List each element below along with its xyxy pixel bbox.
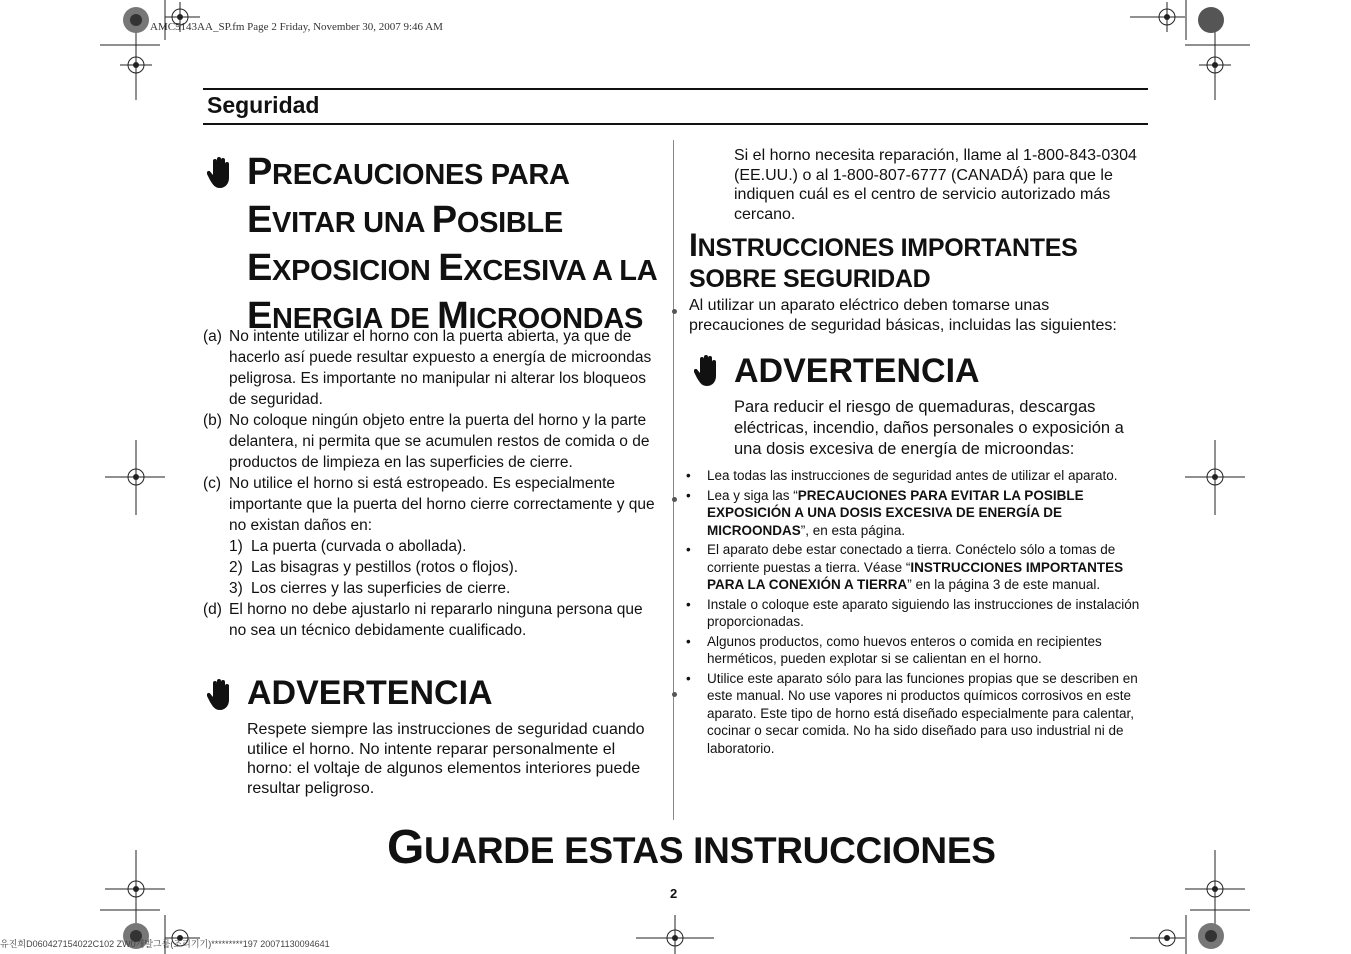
footer-code: 유진희D060427154022C102 ZW0개발그룹(조리기기)*********197 20071130094641 [0, 939, 330, 949]
header-rule-top [203, 88, 1148, 90]
list-text: No utilice el horno si está estropeado. Es especialmente importante que la puerta del horno cierre correctamente y que no existan daños en: [229, 475, 655, 534]
list-text: Instale o coloque este aparato siguiendo las instrucciones de instalación proporcionadas. [707, 596, 1140, 629]
title-rest: UARDE ESTAS INSTRUCCIONES [424, 830, 996, 871]
header-rule-bottom [203, 123, 1148, 125]
title-cap: M [437, 295, 469, 337]
precautions-list [203, 326, 663, 641]
list-text: Las bisagras y pestillos (rotos o flojos). [251, 559, 519, 576]
bullet: • [686, 633, 691, 649]
list-text: Utilice este aparato sólo para las funciones propias que se describen en este manual. No use vapores ni productos químicos corrosivos en este aparato. Este tipo de horno está diseñado especialmente para calentar, cocinar o secar comida. No ha sido diseñado para uso industrial ni de laboratorio. [707, 670, 1138, 756]
list-item [686, 467, 1146, 485]
warning-title-right: ADVERTENCIA [734, 352, 980, 390]
list-marker: 2) [229, 559, 243, 576]
section-title: Seguridad [207, 92, 320, 118]
title-rest: ICROONDAS [468, 303, 644, 335]
title-cap: E [247, 199, 273, 241]
precautions-title [247, 150, 667, 342]
list-text: El horno no debe ajustarlo ni repararlo ninguna persona que no sea un técnico debidamente cualificado. [229, 601, 643, 639]
list-text: Lea y siga las “ [707, 487, 798, 503]
file-header: AMC5143AA_SP.fm Page 2 Friday, November 30, 2007 9:46 AM [150, 21, 443, 33]
warning-text-right: Para reducir el riesgo de quemaduras, descargas eléctricas, incendio, daños personales o exposición a una dosis excesiva de energía de microondas: [734, 398, 1124, 458]
list-marker: 3) [229, 580, 243, 597]
save-instructions-title [387, 823, 996, 876]
list-text: No intente utilizar el horno con la puerta abierta, ya que de hacerlo así puede resultar expuesto a energía de microondas peligrosa. Es importante no manipular ni alterar los bloqueos de seguridad. [229, 328, 652, 408]
list-item [686, 670, 1146, 758]
safety-bullets [686, 467, 1146, 759]
sub-list-item [203, 557, 663, 578]
list-text-bold: PRECAUCIONES PARA EVITAR LA POSIBLE EXPOSICIÓN A UNA DOSIS EXCESIVA DE ENERGÍA DE MICROONDAS [707, 487, 1084, 538]
repair-info: Si el horno necesita reparación, llame al 1-800-843-0304 (EE.UU.) o al 1-800-807-6777 (CANADÁ) para que le indiquen cuál es el centro de servicio autorizado más cercano. [734, 147, 1137, 223]
bullet: • [686, 487, 691, 503]
title-rest: NSTRUCCIONES IMPORTANTES SOBRE SEGURIDAD [689, 234, 1078, 293]
bullet: • [686, 596, 691, 612]
instructions-title [689, 227, 1149, 295]
hand-stop-icon [694, 354, 720, 388]
margin-dot [672, 497, 677, 502]
list-item [686, 487, 1146, 540]
list-text: Los cierres y las superficies de cierre. [251, 580, 511, 597]
title-rest: NERGIA DE [272, 303, 438, 335]
list-text-bold: INSTRUCCIONES IMPORTANTES PARA LA CONEXIÓN A TIERRA [707, 559, 1124, 592]
bullet: • [686, 542, 691, 557]
title-cap: I [689, 227, 698, 263]
column-divider [673, 140, 674, 820]
list-item [203, 473, 663, 536]
list-text: No coloque ningún objeto entre la puerta del horno y la parte delantera, ni permita que se acumulen restos de comida o de productos de limpieza en las superficies de cierre. [229, 412, 650, 471]
margin-dot [672, 309, 677, 314]
margin-dot [672, 692, 677, 697]
list-text: Algunos productos, como huevos enteros o comida en recipientes herméticos, pueden explotar si se calientan en el horno. [707, 633, 1102, 666]
bullet: • [686, 670, 691, 686]
title-rest: OSIBLE [456, 207, 563, 239]
warning-title-left: ADVERTENCIA [247, 674, 493, 712]
list-text: La puerta (curvada o abollada). [251, 538, 467, 555]
list-marker: (c) [203, 475, 222, 492]
page-number: 2 [670, 886, 678, 901]
title-cap: E [247, 295, 273, 337]
list-item [686, 633, 1146, 668]
title-rest: RECAUCIONES PARA [272, 159, 570, 191]
list-item [203, 326, 663, 410]
list-marker: (b) [203, 412, 222, 429]
title-rest: XCESIVA A LA [463, 255, 658, 287]
hand-stop-icon [207, 678, 233, 712]
list-marker: 1) [229, 538, 243, 555]
title-cap: E [438, 247, 464, 289]
list-text: El aparato debe estar conectado a tierra. Conéctelo sólo a tomas de corriente puestas a tierra. Véase “ [707, 542, 1116, 575]
list-marker: (d) [203, 601, 222, 618]
sub-list-item [203, 578, 663, 599]
list-item [203, 599, 663, 641]
title-cap: E [247, 247, 273, 289]
warning-text-left: Respete siempre las instrucciones de seguridad cuando utilice el horno. No intente reparar personalmente el horno: el voltaje de algunos elementos interiores puede resultar peligroso. [247, 721, 645, 797]
list-text: ” en la página 3 de este manual. [907, 577, 1101, 592]
bullet: • [686, 468, 691, 483]
title-cap: P [431, 199, 457, 241]
hand-stop-icon [207, 156, 233, 190]
sub-list-item [203, 536, 663, 557]
title-rest: VITAR UNA [272, 207, 432, 239]
list-text: Lea todas las instrucciones de seguridad antes de utilizar el aparato. [707, 468, 1118, 483]
title-cap: P [247, 151, 273, 193]
list-item [686, 541, 1146, 594]
title-cap: G [387, 821, 425, 874]
instructions-intro: Al utilizar un aparato eléctrico deben tomarse unas precauciones de seguridad básicas, incluidas las siguientes: [689, 297, 1117, 334]
title-rest: XPOSICION [272, 255, 439, 287]
list-marker: (a) [203, 328, 222, 345]
list-text: ”, en esta página. [800, 522, 906, 538]
list-item [203, 410, 663, 473]
list-item [686, 596, 1146, 631]
